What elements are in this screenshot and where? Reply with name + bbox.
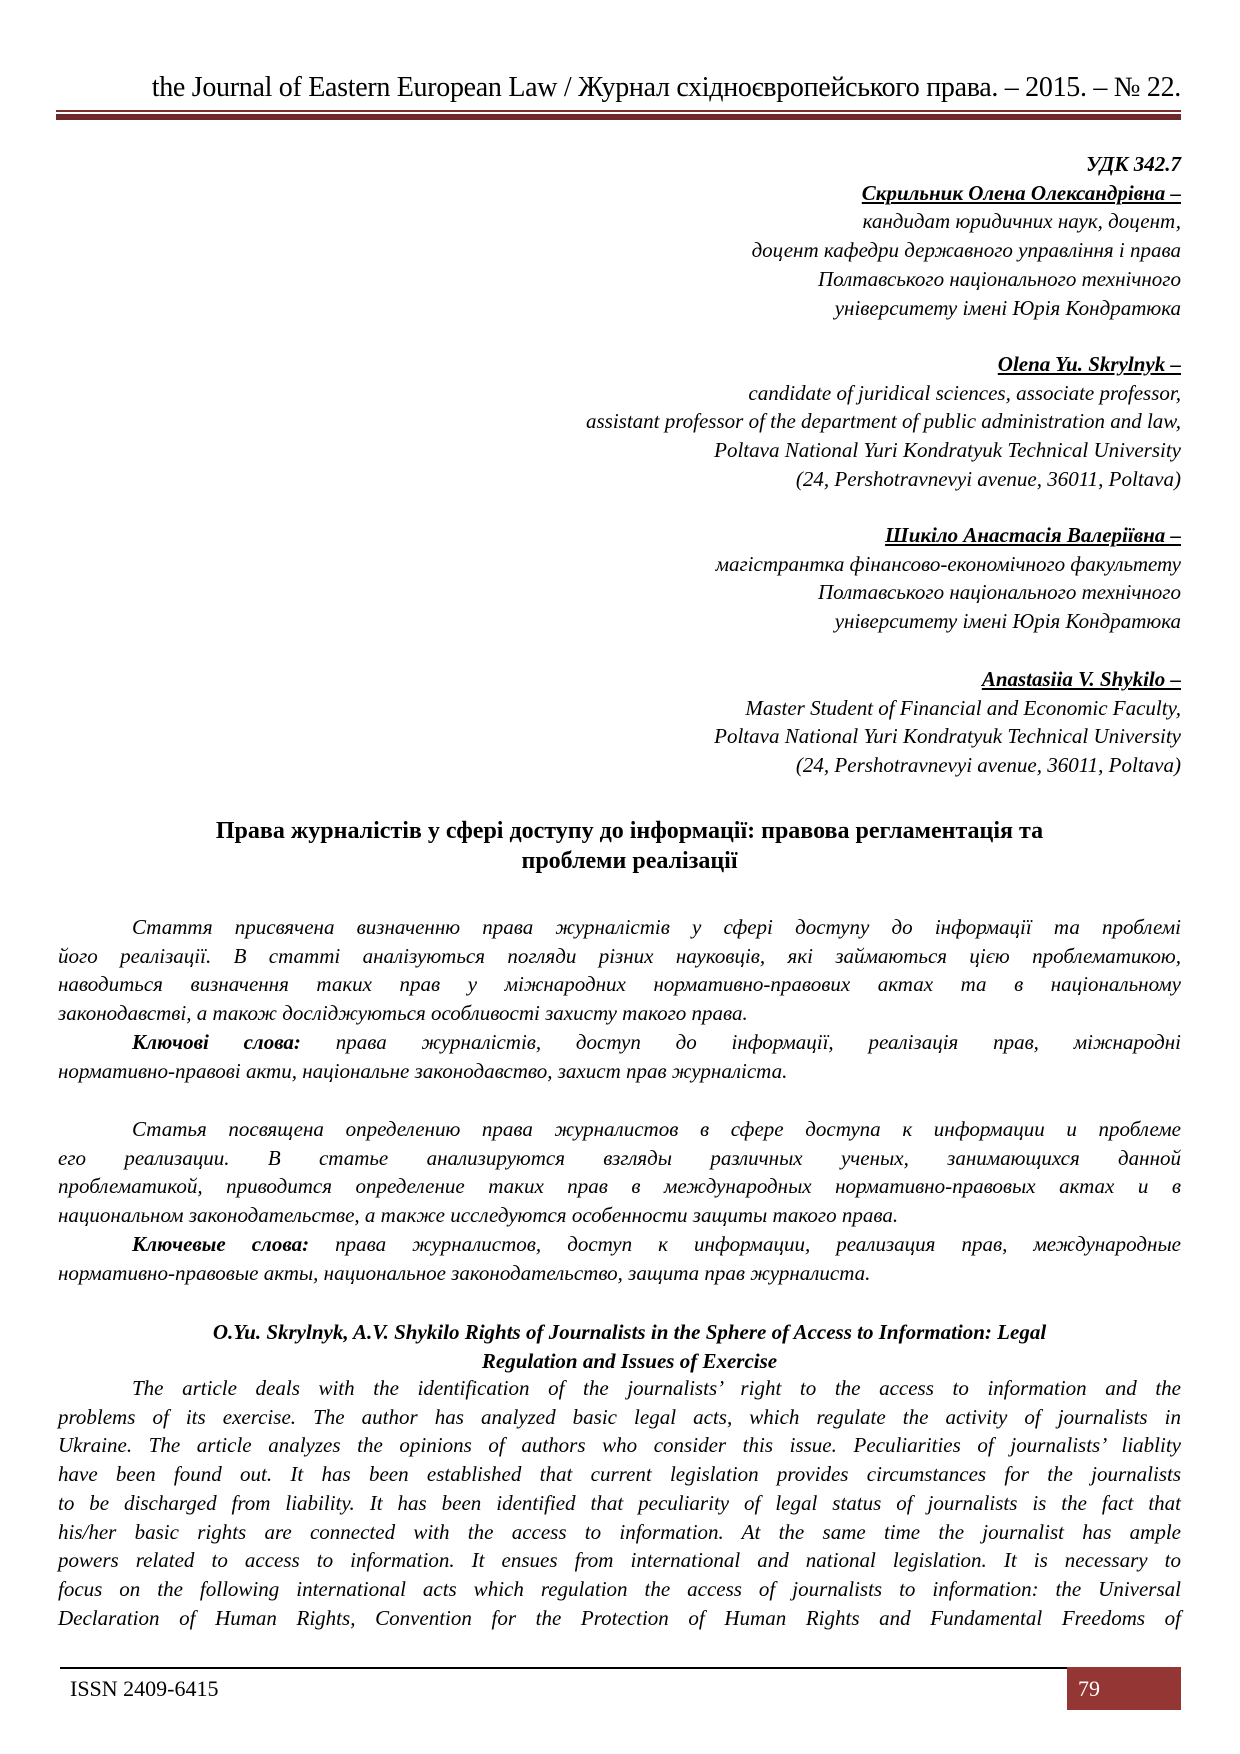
abstract-line: наводиться визначення таких прав у міжнародних нормативно-правових актах та в національному (58, 972, 1181, 997)
author-line: candidate of juridical sciences, associate professor, (748, 380, 1181, 405)
keywords-line (58, 1230, 1181, 1259)
author-name: Olena Yu. Skrylnyk – (997, 352, 1181, 376)
english-title-line: Regulation and Issues of Exercise (481, 1348, 778, 1373)
udk-code: УДК 342.7 (1086, 152, 1181, 176)
keywords-line: нормативно-правові акти, національне законодавство, захист прав журналіста. (58, 1058, 788, 1083)
article-title (78, 816, 1181, 876)
abstract-line: focus on the following international acts which regulation the access of journalists to information: the Universal (58, 1576, 1181, 1601)
keywords-line: нормативно-правовые акты, национальное законодательство, защита прав журналиста. (58, 1260, 871, 1285)
keywords-text: права журналістів, доступ до інформації, реалізація прав, міжнародні (300, 1029, 1181, 1054)
author-block-1 (752, 150, 1181, 322)
abstract-line: Declaration of Human Rights, Convention for the Protection of Human Rights and Fundamental Freedoms of (58, 1605, 1181, 1630)
abstract-line: to be discharged from liability. It has been identified that peculiarity of legal status of journalists is the fact that (58, 1490, 1181, 1515)
header-rule-thin (56, 110, 1181, 112)
footer-rule (60, 1667, 1181, 1669)
abstract-line: problems of its exercise. The author has analyzed basic legal acts, which regulate the activity of journalists in (58, 1404, 1181, 1429)
author-line: (24, Pershotravnevyi avenue, 36011, Poltava) (795, 753, 1181, 778)
title-line: Права журналістів у сфері доступу до інформації: правова регламентація та (215, 818, 1044, 844)
abstract-line: законодавстві, а також досліджуються особливості захисту такого права. (58, 1001, 748, 1026)
author-line: Poltava National Yuri Kondratyuk Technical University (714, 724, 1181, 749)
page-number: 79 (1078, 1676, 1100, 1701)
abstract-line: Статья посвящена определению права журналистов в сфере доступа к информации и проблеме (132, 1117, 1181, 1141)
author-block-2 (586, 350, 1181, 494)
keywords-label: Ключові слова: (132, 1029, 301, 1054)
abstract-line: The article deals with the identification of the journalists’ right to the access to information and the (132, 1376, 1181, 1400)
author-name: Шикіло Анастасія Валеріївна – (885, 523, 1181, 547)
keywords-line (58, 1028, 1181, 1057)
abstract-line: powers related to access to information. It ensues from international and national legislation. It is necessary to (58, 1548, 1181, 1573)
author-name: Anastasiia V. Shykilo – (981, 667, 1181, 691)
abstract-line: проблематикой, приводится определение таких прав в международных нормативно-правовых актах и в (58, 1174, 1181, 1199)
abstract-line: национальном законодательстве, а также исследуются особенности защиты такого права. (58, 1203, 899, 1228)
abstract-line: have been found out. It has been established that current legislation provides circumstances for the journalists (58, 1462, 1181, 1487)
abstract-ukrainian (58, 913, 1181, 1085)
author-line: доцент кафедри державного управління і права (751, 238, 1181, 263)
author-line: assistant professor of the department of public administration and law, (585, 409, 1181, 434)
english-title-line: O.Yu. Skrylnyk, A.V. Shykilo Rights of Journalists in the Sphere of Access to Information: Legal (212, 1320, 1047, 1344)
abstract-russian (58, 1115, 1181, 1287)
abstract-english (58, 1374, 1181, 1632)
author-line: кандидат юридичних наук, доцент, (862, 209, 1181, 234)
abstract-line: Ukraine. The article analyzes the opinions of authors who consider this issue. Peculiarities of journalists’ liablity (58, 1433, 1181, 1458)
author-line: Poltava National Yuri Kondratyuk Technical University (714, 438, 1181, 463)
author-line: університету імені Юрія Кондратюка (834, 609, 1181, 634)
author-line: магістрантка фінансово-економічного факультету (715, 551, 1181, 576)
author-line: університету імені Юрія Кондратюка (834, 295, 1181, 320)
author-block-4 (714, 665, 1181, 780)
keywords-label: Ключевые слова: (132, 1231, 310, 1256)
title-line: проблеми реалізації (521, 848, 738, 874)
author-name: Скрильник Олена Олександрівна – (861, 180, 1181, 205)
abstract-line: его реализации. В статье анализируются взгляды различных ученых, занимающихся данной (58, 1145, 1181, 1170)
header-rule-thick (56, 114, 1181, 120)
author-line: Полтавського національного технічного (817, 266, 1181, 291)
abstract-line: his/her basic rights are connected with the access to information. At the same time the journalist has ample (58, 1519, 1181, 1544)
abstract-line: його реалізації. В статті аналізуються погляди різних науковців, які займаються цією проблематикою, (58, 943, 1181, 968)
author-line: Полтавського національного технічного (817, 580, 1181, 605)
running-header: the Journal of Eastern European Law / Журнал східноєвропейського права. – 2015. – № 22. (151, 72, 1181, 103)
author-line: Master Student of Financial and Economic Faculty, (745, 695, 1181, 720)
author-line: (24, Pershotravnevyi avenue, 36011, Poltava) (795, 466, 1181, 491)
author-block-3 (716, 521, 1181, 636)
abstract-line: Стаття присвячена визначенню права журналістів у сфері доступу до інформації та проблемі (132, 915, 1181, 939)
keywords-text: права журналистов, доступ к информации, реализация прав, международные (309, 1231, 1181, 1256)
english-title (78, 1318, 1181, 1375)
issn: ISSN 2409-6415 (70, 1676, 219, 1701)
